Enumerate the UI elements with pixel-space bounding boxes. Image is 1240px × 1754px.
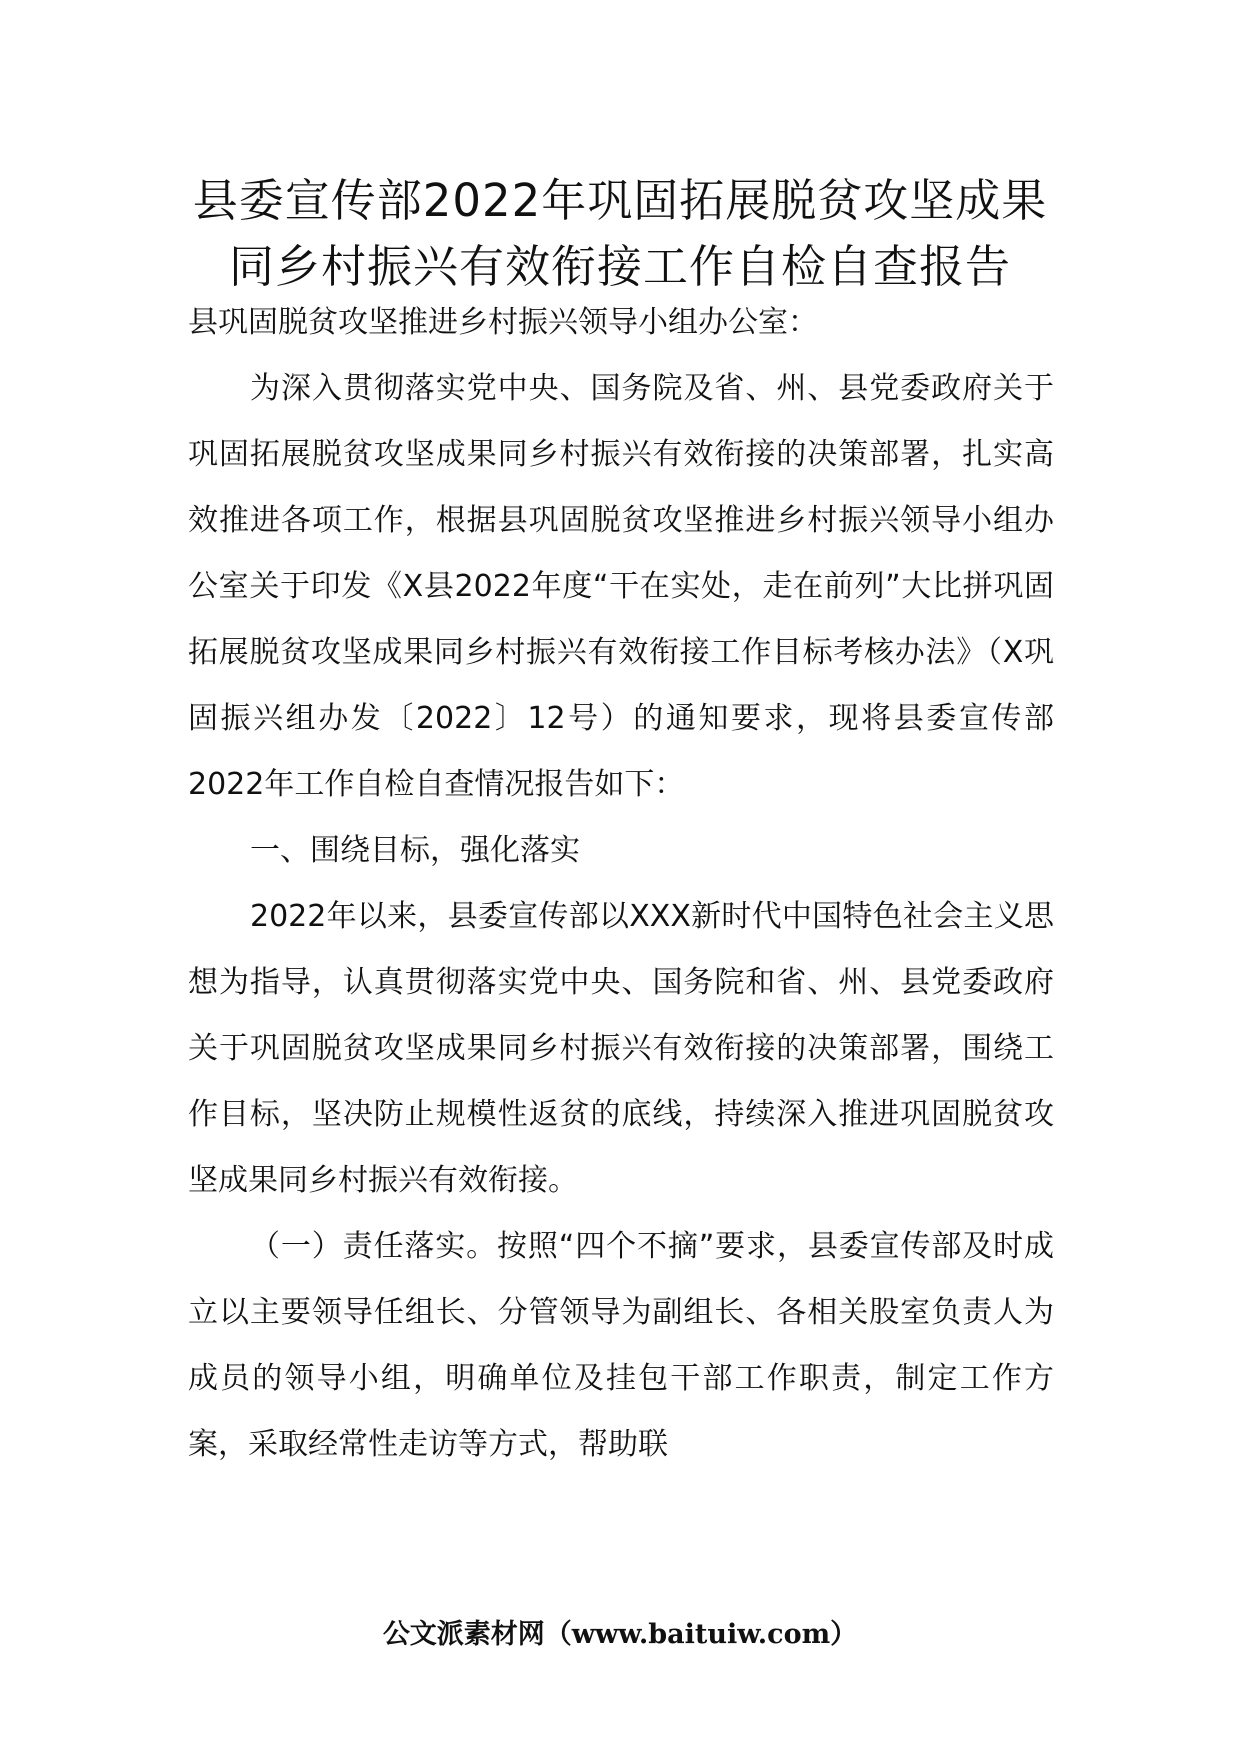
title-line-1: 县委宣传部2022年巩固拓展脱贫攻坚成果: [192, 174, 1048, 227]
section-paragraph: 2022年以来，县委宣传部以XXX新时代中国特色社会主义思想为指导，认真贯彻落实党中央、国务院和省、州、县党委政府关于巩固脱贫攻坚成果同乡村振兴有效衔接的决策部署，围绕工作目标，坚决防止规模性返贫的底线，持续深入推进巩固脱贫攻坚成果同乡村振兴有效衔接。: [188, 899, 1054, 1198]
title-line-2: 同乡村振兴有效衔接工作自检自查报告: [228, 240, 1011, 293]
footer-watermark: 公文派素材网（www.baituiw.com）: [382, 1619, 858, 1650]
document-body: [188, 290, 1054, 1478]
section-heading: 一、围绕目标，强化落实: [250, 833, 580, 868]
intro-paragraph: 为深入贯彻落实党中央、国务院及省、州、县党委政府关于巩固拓展脱贫攻坚成果同乡村振兴有效衔接的决策部署，扎实高效推进各项工作，根据县巩固脱贫攻坚推进乡村振兴领导小组办公室关于印发《X县2022年度“干在实处，走在前列”大比拼巩固拓展脱贫攻坚成果同乡村振兴有效衔接工作目标考核办法》（X巩固振兴组办发〔2022〕12号）的通知要求，现将县委宣传部2022年工作自检自查情况报告如下：: [188, 371, 1054, 802]
document-title: [150, 168, 1090, 300]
subsection-paragraph: （一）责任落实。按照“四个不摘”要求，县委宣传部及时成立以主要领导任组长、分管领导为副组长、各相关股室负责人为成员的领导小组，明确单位及挂包干部工作职责，制定工作方案，采取经常性走访等方式，帮助联: [188, 1229, 1054, 1462]
salutation: 县巩固脱贫攻坚推进乡村振兴领导小组办公室：: [188, 305, 818, 340]
